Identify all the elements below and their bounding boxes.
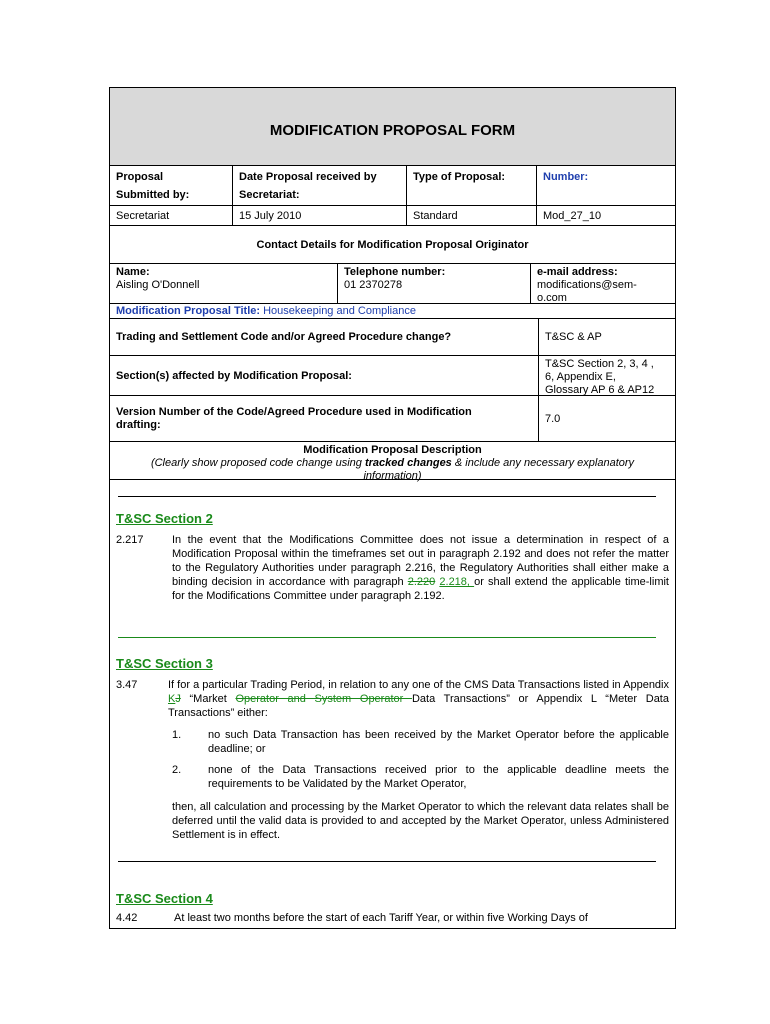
number-value: Mod_27_10 bbox=[543, 210, 602, 222]
name-value: Aisling O'Donnell bbox=[116, 279, 200, 291]
code-change-label: Trading and Settlement Code and/or Agreed Procedure change? bbox=[110, 319, 539, 355]
phone-label: Telephone number: bbox=[344, 266, 446, 278]
phone-value: 01 2370278 bbox=[344, 279, 403, 291]
paragraph-text: If for a particular Trading Period, in relation to any one of the CMS Data Transactions listed in Appendix KJ “Market Operator and System Operator Data Transactions” or Appendix L “Meter Data Transactions” either: bbox=[168, 679, 669, 719]
closing-paragraph: then, all calculation and processing by the Market Operator to which the relevant data relates shall be deferred until the valid data is provided to and accepted by the Market Operator, unless Administered Settlement is in effect. bbox=[172, 801, 669, 841]
section-4 bbox=[116, 892, 669, 925]
contact-heading-row bbox=[110, 226, 675, 264]
paragraph-4-42 bbox=[116, 911, 669, 925]
email-label: e-mail address: bbox=[537, 266, 618, 278]
modification-proposal-form bbox=[109, 87, 676, 929]
proposal-title-value: Housekeeping and Compliance bbox=[263, 305, 416, 317]
code-change-row bbox=[110, 319, 675, 356]
phone-cell bbox=[338, 264, 531, 303]
name-cell bbox=[110, 264, 338, 303]
number-label: Number: bbox=[543, 171, 589, 183]
paragraph-text: In the event that the Modifications Committee does not issue a determination in respect of a Modification Proposal within the timeframes set out in paragraph 2.192 and does not refer the matter to the Regulatory Authorities under paragraph 2.216, the Regulatory Authorities shall either make a binding decision in accordance with paragraph 2.220 2.218, or shall extend the applicable time-limit for the Modifications Committee under paragraph 2.192. bbox=[172, 534, 669, 602]
proposal-submitted-label: Proposal Submitted by: bbox=[110, 166, 233, 205]
description-heading-block bbox=[110, 442, 675, 483]
type-of-proposal-label: Type of Proposal: bbox=[407, 166, 537, 205]
paragraph-number: 2.217 bbox=[116, 534, 144, 546]
paragraph-2-217 bbox=[116, 533, 669, 603]
sections-affected-value: T&SC Section 2, 3, 4 , 6, Appendix E, Glossary AP 6 & AP12 bbox=[545, 358, 655, 396]
proposal-title-row bbox=[110, 304, 675, 319]
contact-heading: Contact Details for Modification Proposal Originator bbox=[256, 238, 529, 251]
paragraph-number: 4.42 bbox=[116, 912, 138, 924]
inserted-text: 2.218, bbox=[439, 576, 475, 588]
sections-affected-row bbox=[110, 356, 675, 396]
section-3-heading: T&SC Section 3 bbox=[116, 656, 213, 671]
version-label: Version Number of the Code/Agreed Procedure used in Modification drafting: bbox=[110, 396, 539, 441]
type-value: Standard bbox=[407, 206, 537, 225]
version-row bbox=[110, 396, 675, 442]
list-item-2: 2. none of the Data Transactions received prior to the applicable deadline meets the requirements to be Validated by the Market Operator, bbox=[172, 764, 669, 790]
email-value-line2: o.com bbox=[537, 292, 567, 304]
section-3 bbox=[116, 657, 669, 842]
description-divider bbox=[110, 479, 675, 480]
email-value-line1: modifications@sem- bbox=[537, 279, 637, 291]
values-row bbox=[110, 206, 675, 226]
version-value: 7.0 bbox=[545, 412, 561, 425]
section-4-heading: T&SC Section 4 bbox=[116, 891, 213, 906]
proposal-title-cell bbox=[110, 304, 675, 318]
paragraph-3-47 bbox=[116, 678, 669, 720]
date-received-label: Date Proposal received by Secretariat: bbox=[233, 166, 407, 205]
form-title-band bbox=[110, 88, 675, 166]
description-heading: Modification Proposal Description bbox=[303, 444, 482, 456]
body-rule-2 bbox=[118, 637, 656, 638]
code-change-value: T&SC & AP bbox=[545, 331, 602, 343]
header-row bbox=[110, 166, 675, 206]
section-2 bbox=[116, 512, 669, 603]
deleted-text: 2.220 bbox=[407, 576, 436, 588]
form-title: MODIFICATION PROPOSAL FORM bbox=[269, 122, 516, 139]
paragraph-text: At least two months before the start of each Tariff Year, or within five Working Days of bbox=[174, 912, 588, 924]
email-cell bbox=[531, 264, 675, 303]
description-note: (Clearly show proposed code change using tracked changes & include any necessary explanatory bbox=[150, 457, 635, 469]
list-item-1: 1. no such Data Transaction has been received by the Market Operator before the applicable deadline; or bbox=[172, 729, 669, 755]
description-note-line2: information) bbox=[363, 470, 422, 482]
sections-affected-label: Section(s) affected by Modification Proposal: bbox=[110, 356, 539, 395]
name-label: Name: bbox=[116, 266, 150, 278]
section-2-heading: T&SC Section 2 bbox=[116, 511, 213, 526]
paragraph-number: 3.47 bbox=[116, 679, 138, 691]
contact-row bbox=[110, 264, 675, 304]
date-value: 15 July 2010 bbox=[233, 206, 407, 225]
body-rule-1 bbox=[118, 496, 656, 497]
body-rule-3 bbox=[118, 861, 656, 862]
proposal-title-label: Modification Proposal Title: bbox=[116, 305, 261, 317]
submitted-by-value: Secretariat bbox=[110, 206, 233, 225]
